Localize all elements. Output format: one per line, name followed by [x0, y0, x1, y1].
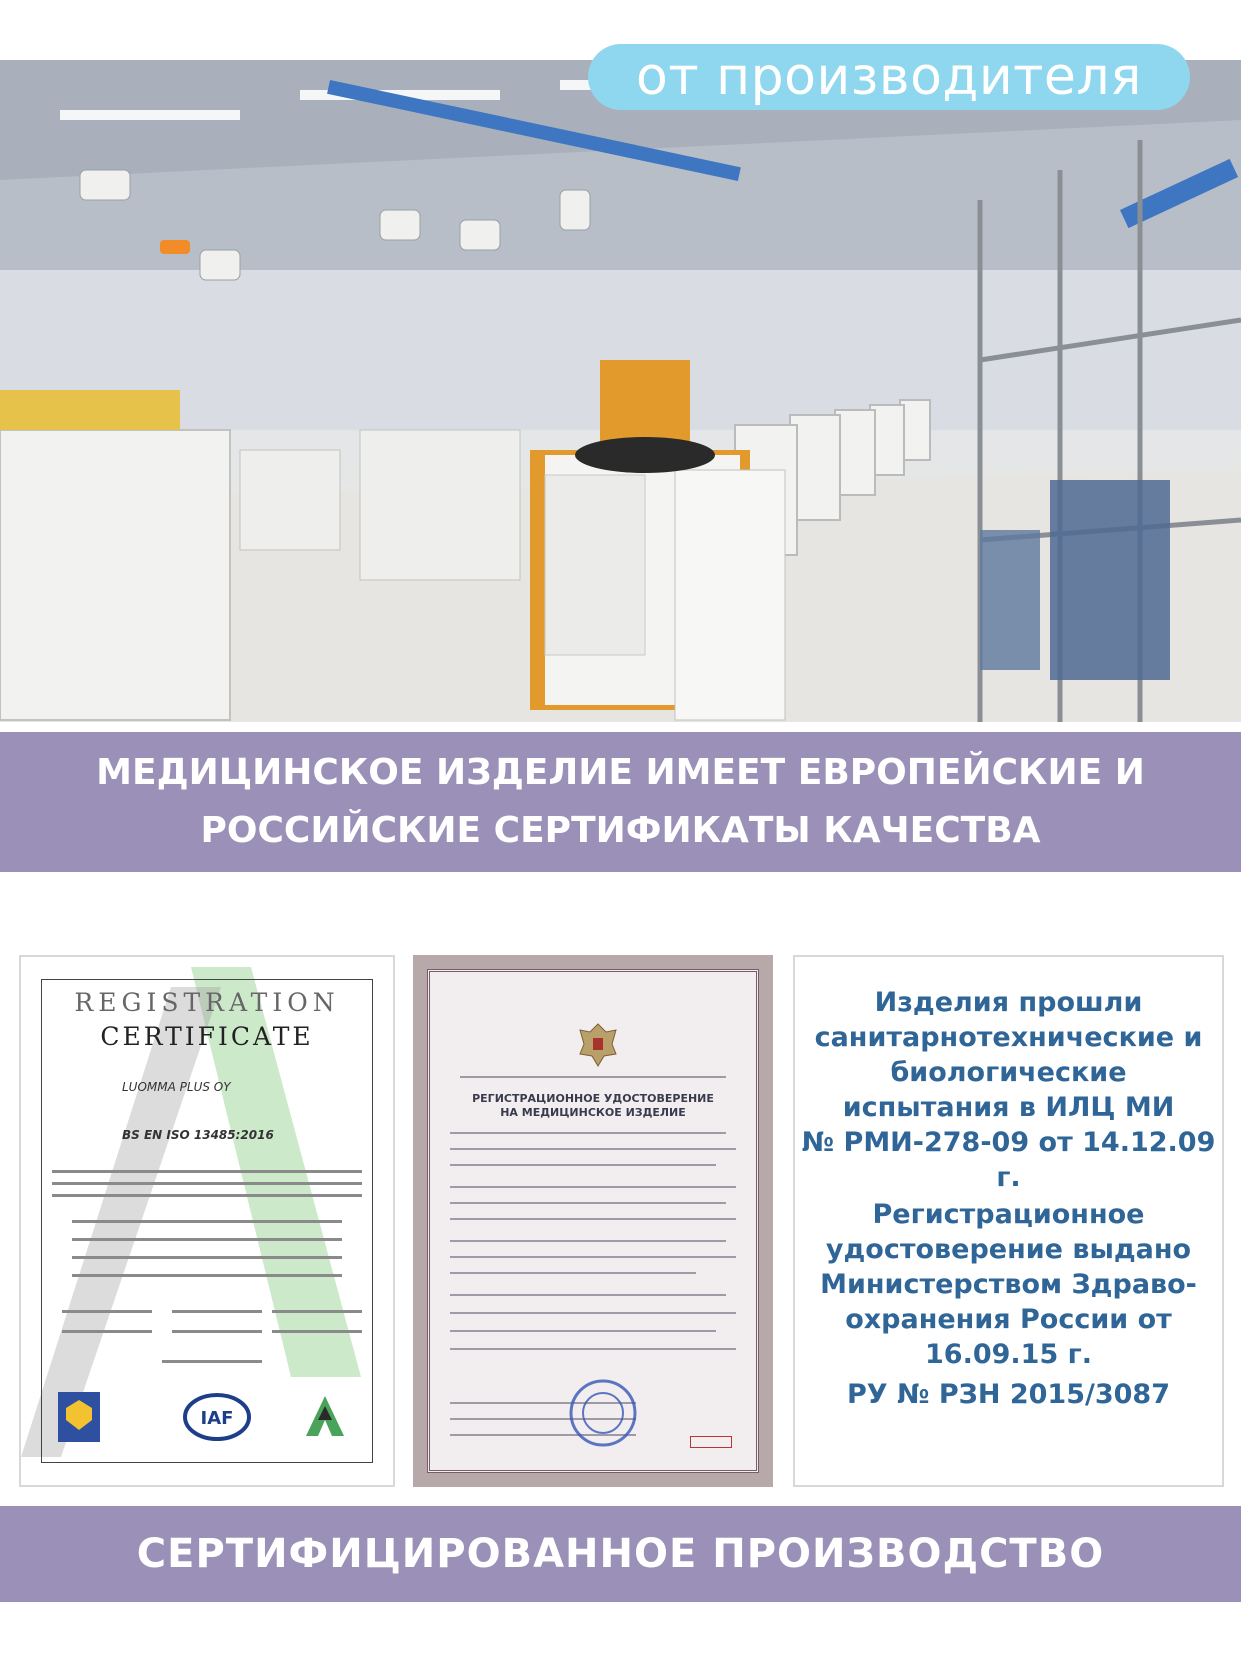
factory-illustration	[0, 60, 1241, 722]
certification-info-card	[793, 955, 1224, 1487]
text-line	[72, 1256, 342, 1259]
text-line	[272, 1310, 362, 1313]
certificate-title-registration: REGISTRATION	[74, 988, 340, 1017]
text-line	[460, 1076, 726, 1078]
registration-line-4: охранения России от	[845, 1304, 1172, 1335]
text-line	[450, 1348, 736, 1350]
text-line	[450, 1330, 716, 1332]
registration-line-3: Министерством Здраво-	[820, 1269, 1197, 1300]
testing-line-4: испытания в ИЛЦ МИ	[842, 1092, 1175, 1123]
testing-line-5: № РМИ-278-09 от 14.12.09 г.	[801, 1127, 1216, 1193]
text-line	[52, 1170, 362, 1173]
text-line	[450, 1132, 726, 1134]
russian-title-line-1: РЕГИСТРАЦИОННОЕ УДОСТОВЕРЕНИЕ	[472, 1092, 714, 1105]
signature-line	[162, 1360, 262, 1363]
text-line	[450, 1164, 716, 1166]
registration-line-1: Регистрационное	[872, 1199, 1145, 1230]
text-line	[450, 1272, 696, 1274]
certificate-standard: BS EN ISO 13485:2016	[122, 1128, 274, 1142]
banner-line-2: РОССИЙСКИЕ СЕРТИФИКАТЫ КАЧЕСТВА	[200, 810, 1041, 851]
text-line	[450, 1218, 736, 1220]
testing-info	[795, 985, 1222, 1195]
russian-title-line-2: НА МЕДИЦИНСКОЕ ИЗДЕЛИЕ	[500, 1106, 686, 1119]
registration-certificate-card	[19, 955, 395, 1487]
text-line	[72, 1220, 342, 1223]
text-line	[450, 1148, 736, 1150]
registration-number: РУ № РЗН 2015/3087	[846, 1379, 1170, 1410]
ukas-logo-icon	[56, 1390, 102, 1444]
text-line	[62, 1330, 152, 1333]
text-line	[272, 1330, 362, 1333]
russian-registration-card	[413, 955, 773, 1487]
coat-of-arms-icon	[576, 1020, 620, 1068]
certified-production-banner: СЕРТИФИЦИРОВАННОЕ ПРОИЗВОДСТВО	[0, 1506, 1241, 1602]
testing-line-1: Изделия прошли	[874, 987, 1143, 1018]
text-line	[52, 1182, 362, 1185]
official-stamp-icon	[568, 1378, 638, 1448]
ala-logo-icon	[302, 1390, 348, 1444]
certificate-title-certificate: CERTIFICATE	[100, 1022, 314, 1051]
registration-info	[795, 1197, 1222, 1372]
text-line	[172, 1310, 262, 1313]
certificate-frame	[41, 979, 373, 1463]
text-line	[172, 1330, 262, 1333]
text-line	[450, 1294, 726, 1296]
text-line	[450, 1312, 736, 1314]
text-line	[450, 1202, 726, 1204]
document-number-box	[690, 1436, 732, 1448]
svg-text:IAF: IAF	[200, 1408, 234, 1429]
text-line	[72, 1238, 342, 1241]
quality-certificates-banner	[0, 732, 1241, 872]
iaf-logo-icon	[182, 1390, 252, 1444]
text-line	[450, 1240, 726, 1242]
text-line	[62, 1310, 152, 1313]
text-line	[450, 1256, 736, 1258]
banner-line-1: МЕДИЦИНСКОЕ ИЗДЕЛИЕ ИМЕЕТ ЕВРОПЕЙСКИЕ И	[96, 752, 1145, 793]
registration-line-5: 16.09.15 г.	[925, 1339, 1092, 1370]
factory-photo	[0, 60, 1241, 722]
text-line	[450, 1186, 736, 1188]
manufacturer-badge: от производителя	[588, 44, 1190, 110]
text-line	[52, 1194, 362, 1197]
testing-line-3: биологические	[890, 1057, 1127, 1088]
text-line	[72, 1274, 342, 1277]
russian-certificate-frame	[427, 969, 759, 1473]
russian-certificate-title	[430, 1092, 756, 1120]
testing-line-2: санитарнотехнические и	[814, 1022, 1203, 1053]
registration-line-2: удостоверение выдано	[825, 1234, 1192, 1265]
certificate-company: LUOMMA PLUS OY	[122, 1080, 231, 1094]
